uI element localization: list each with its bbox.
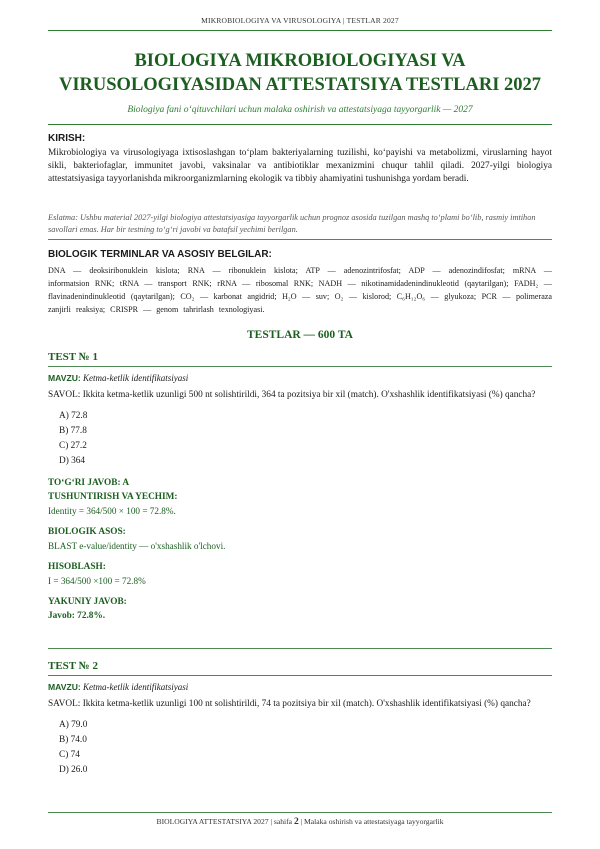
calc-text: I = 364/500 ×100 = 72.8%: [48, 576, 146, 586]
page-footer: [48, 817, 552, 827]
basis-text: BLAST e-value/identity — o'xshashlik o'lchovi.: [48, 541, 226, 551]
topic-value: Ketma-ketlik identifikatsiyasi: [83, 682, 189, 692]
option-b: B) 77.8: [59, 426, 87, 436]
test-question: SAVOL: Ikkita ketma-ketlik uzunligi 100 nt solishtirildi, 74 ta pozitsiya bir xil (match). O'xshashlik identifikatsiyasi (%) qancha?: [48, 699, 531, 709]
option-d: D) 364: [59, 456, 86, 466]
tests-section-heading: TESTLAR — 600 TA: [247, 329, 353, 341]
test-topic: [48, 373, 552, 383]
option-d: D) 26.0: [59, 765, 88, 775]
basis-heading: BIOLOGIK ASOS:: [48, 527, 126, 537]
test-divider: [48, 675, 552, 676]
footer-left: BIOLOGIYA ATTESTATSIYA 2027: [156, 817, 269, 826]
test-topic: [48, 682, 552, 692]
title-line-1: BIOLOGIYA MIKROBIOLOGIYASI VA: [134, 51, 466, 71]
title-line-2: VIRUSOLOGIYASIDAN ATTESTATSIYA TESTLARI 2027: [58, 75, 542, 95]
title-divider: [48, 124, 552, 125]
intro-note: Eslatma: Ushbu material 2027-yilgi biologiya attestatsiyasiga tayyorgarlik uchun prognoz asosida tuzilgan mashq to‘plami bo‘lib, rasmiy imtihon savollari emas. Har bir testning to‘g‘ri javobi va batafsil yechimi berilgan.: [48, 213, 536, 234]
footer-divider: [48, 812, 552, 813]
calc-heading: HISOBLASH:: [48, 562, 106, 572]
intro-divider: [48, 239, 552, 240]
test-divider: [48, 366, 552, 367]
option-b: B) 74.0: [59, 735, 87, 745]
option-c: C) 74: [59, 750, 80, 760]
test-title: TEST № 1: [48, 351, 98, 363]
intro-heading: KIRISH:: [48, 133, 86, 144]
answer-options: [48, 409, 552, 469]
topic-value: Ketma-ketlik identifikatsiyasi: [83, 373, 189, 383]
footer-right: Malaka oshirish va attestatsiyaga tayyorgarlik: [304, 817, 444, 826]
correct-answer: TO‘G‘RI JAVOB: A: [48, 478, 130, 488]
test-separator: [48, 648, 552, 649]
terms-body: DNA — deoksiribonuklein kislota; RNA — ribonuklein kislota; ATP — adenozintrifosfat; ADP — adenozindifosfat; mRNA — informatsion RNK; tRNA — transport RNK; rRNA — ribosomal RNK; NADH — nikotinamidadenindinukleotid (qaytarilgan); FADH₂ — flavinadenindinukleotid (qaytarilgan); CO₂ — karbonat angidrid; H₂O — suv; O₂ — kislorod; C₆H₁₂O₆ — glyukoza; PCR — polimeraza zanjirli reaksiya; CRISPR — genom tahrirlash texnologiyasi.: [48, 266, 552, 314]
final-answer: Javob: 72.8%.: [48, 611, 106, 621]
answer-options: [48, 718, 552, 778]
test-card-2: [48, 660, 552, 778]
page-subtitle: Biologiya fani o‘qituvchilari uchun malaka oshirish va attestatsiyaga tayyorgarlik — 2027: [127, 105, 473, 115]
footer-separator: |: [270, 817, 272, 826]
option-a: A) 79.0: [59, 720, 88, 730]
header-divider: [48, 30, 552, 31]
solution-heading: TUSHUNTIRISH VA YECHIM:: [48, 492, 178, 502]
terms-heading: BIOLOGIK TERMINLAR VA ASOSIY BELGILAR:: [48, 249, 272, 260]
page-number: 2: [293, 817, 299, 827]
page-title: [48, 49, 552, 97]
footer-separator: |: [300, 817, 303, 826]
option-a: A) 72.8: [59, 411, 88, 421]
test-question: SAVOL: Ikkita ketma-ketlik uzunligi 500 nt solishtirildi, 364 ta pozitsiya bir xil (match). O'xshashlik identifikatsiyasi (%) qancha?: [48, 390, 536, 400]
test-title: TEST № 2: [48, 660, 98, 672]
intro-body: Mikrobiologiya va virusologiyaga ixtisoslashgan to‘plam bakteriyalarning tuzilishi, ko‘payishi va metabolizmi, viruslarning hayot sikli, bakteriofaglar, immunitet javobi, vaksinalar va antibiotiklar mexanizmini chuqur tahlil qiladi. 2027-yilgi biologiya attestatsiyasiga tayyorlanishda mikroorganizmlarning ekologik va tibbiy ahamiyatini tushunishga yordam beradi.: [48, 148, 552, 185]
topic-label: MAVZU:: [48, 373, 81, 383]
final-heading: YAKUNIY JAVOB:: [48, 597, 127, 607]
test-card-1: [48, 351, 552, 623]
topic-label: MAVZU:: [48, 682, 81, 692]
solution-text: Identity = 364/500 × 100 = 72.8%.: [48, 506, 176, 516]
running-header: MIKROBIOLOGIYA VA VIRUSOLOGIYA | TESTLAR 2027: [201, 16, 399, 25]
footer-page-label: sahifa: [273, 817, 293, 826]
option-c: C) 27.2: [59, 441, 87, 451]
